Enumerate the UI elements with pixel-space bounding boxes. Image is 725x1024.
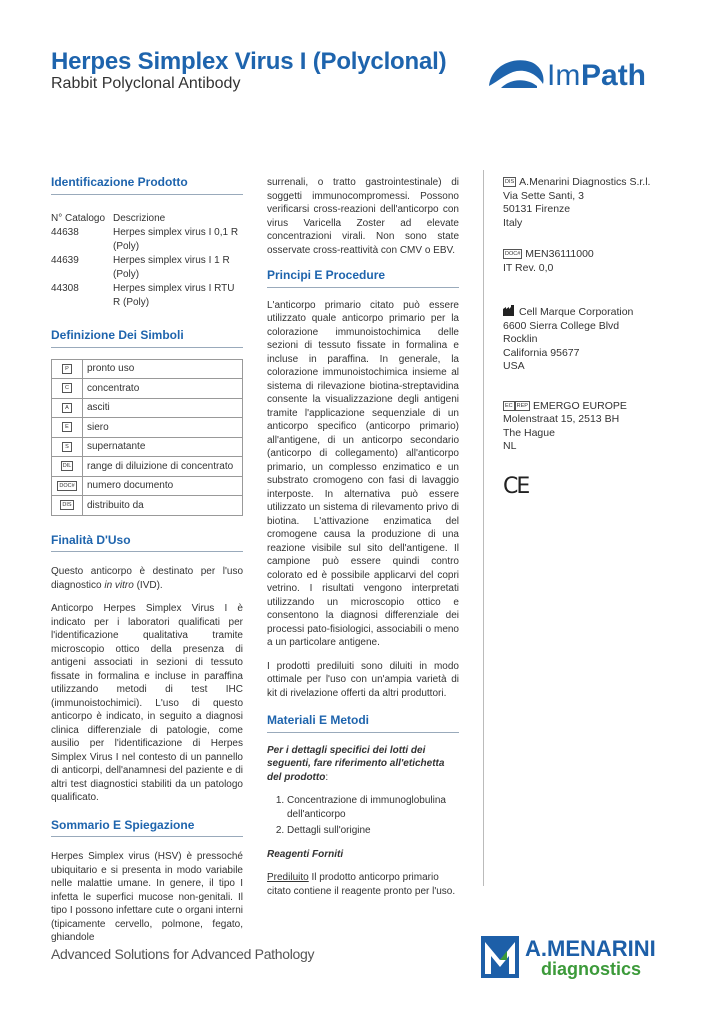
- address-line: Rocklin: [503, 333, 538, 345]
- manufacturer-name: Cell Marque Corporation: [519, 306, 634, 318]
- address-line: California 95677: [503, 346, 580, 359]
- symbol-label: distribuito da: [87, 499, 144, 511]
- manufacturer-icon: [503, 305, 515, 316]
- menarini-logo: [481, 934, 681, 980]
- column-divider: [483, 170, 484, 886]
- catalog-number: 44308: [51, 283, 79, 294]
- catalog-header-row: [51, 212, 243, 226]
- representative-block: [503, 400, 683, 454]
- address-line: Via Sette Santi, 3: [503, 189, 584, 202]
- address-line: 50131 Firenze: [503, 203, 571, 215]
- symbol-label: range di diluizione di concentrato: [87, 460, 234, 472]
- distributor-icon: DIS: [505, 179, 515, 186]
- rep-name: EMERGO EUROPE: [532, 399, 627, 412]
- finalita-paragraph-2: Anticorpo Herpes Simplex Virus I è indicato per i laboratori qualificati per l'identificazione qualitativa tramite microscopio ottico della presenza di antigeni associati in sezioni di tessuto fissate in formalina e incluse in paraffina utilizzando metodi di test IHC (immunoistochimici). L'uso di questo anticorpo è indicato, in seguito a diagnosi clinica differenziale di patologie, come ausilio per l'identificazione di Herpes Simplex Virus I nel contesto di un pannello di anticorpi, dell'anamnesi del paziente e di altri test diagnostici stabiliti da un patologo qualificato.: [51, 603, 243, 803]
- symbol-label: supernatante: [87, 441, 146, 452]
- document-block: [503, 248, 683, 275]
- sommario-paragraph-cont: surrenali, o tratto gastrointestinale) di soggetti immunocompromessi. Possono verificarsi cross-reazioni dell'anticorpo con virus Varicella Zoster ad elevate concentrazioni virali. Non sono state osservate cross-reattività con CMV o EBV.: [267, 177, 459, 256]
- impath-logo: [487, 52, 677, 94]
- address-line: NL: [503, 440, 517, 452]
- catalog-number: 44639: [51, 255, 79, 266]
- brand-line-1: A.MENARINI: [525, 936, 656, 961]
- table-row: [52, 457, 242, 477]
- ec-icon: EC: [505, 402, 513, 409]
- table-row: [52, 496, 242, 515]
- symbol-label: asciti: [87, 402, 110, 413]
- footer-tagline: Advanced Solutions for Advanced Pathology: [51, 946, 315, 962]
- principi-paragraph-1: L'anticorpo primario citato può essere utilizzato quale anticorpo primario per la colorazione immunoistochimica delle sezioni di tessuto fissate in formalina e incluse in paraffina. In generale, la colorazione immunoistochimica insieme al sistema di rilevazione biotina-streptavidina consente la visualizzazione degli antigeni tramite l'applicazione sequenziale di un anticorpo specifico (anticorpo primario) all'antigene, di un anticorpo secondario (anticorpo di collegamento) all'anticorpo primario, un complesso enzimatico e un substrato cromogeno con fasi di lavaggio interposte. In alternativa può essere utilizzato un sistema di rilevamento privo di biotina. L'attivazione enzimatica del cromogene causa la produzione di una reazione visibile sul sito dell'antigene. Il campione può essere quindi contro colorato ed è possibile applicarvi del copri vetrino. I risultati vengono interpretati utilizzando un microscopio ottico e consentono la diagnosi differenziale dei processi pato-fisiologici, associabili o meno a un particolare antigene.: [267, 299, 459, 648]
- prediluito-paragraph: Prediluito Il prodotto anticorpo primario citato contiene il reagente pronto per l'uso.: [267, 872, 456, 897]
- symbol-document-icon: DOC#: [59, 482, 75, 489]
- desc-col-header: Descrizione: [113, 212, 166, 224]
- table-row: [52, 379, 242, 399]
- address-line: The Hague: [503, 426, 555, 439]
- principi-paragraph-2: I prodotti prediluiti sono diluiti in modo ottimale per l'uso con un'ampia varietà di kit di rivelazione offerti da altri produttori.: [267, 660, 459, 699]
- simboli-heading: Definizione Dei Simboli: [51, 329, 243, 348]
- address-line: 6600 Sierra College Blvd: [503, 319, 620, 332]
- catalog-col-header: N° Catalogo: [51, 212, 106, 224]
- document-number: MEN36111000: [525, 248, 594, 260]
- symbol-label: numero documento: [87, 480, 174, 491]
- page-title: Herpes Simplex Virus I (Polyclonal): [51, 48, 447, 75]
- symbol-serum-icon: E: [62, 422, 72, 432]
- column-middle: [267, 176, 459, 908]
- symbol-ascites-icon: A: [62, 403, 72, 413]
- revision: IT Rev. 0,0: [503, 261, 554, 274]
- table-row: [52, 438, 242, 458]
- symbols-table: [51, 359, 243, 516]
- ce-mark-icon: CE: [503, 473, 529, 499]
- distributor-block: [503, 176, 683, 230]
- table-row: [52, 477, 242, 497]
- symbol-ready-icon: P: [62, 364, 72, 374]
- logo-text-path: Path: [581, 59, 647, 92]
- column-left: [51, 176, 243, 955]
- table-row: [51, 282, 243, 309]
- symbol-dilution-icon: DIL: [62, 463, 72, 470]
- distributor-name: A.Menarini Diagnostics S.r.l.: [519, 176, 651, 188]
- column-right: [503, 176, 683, 499]
- list-item: 1. Concentrazione di immunoglobulina dell'anticorpo: [287, 794, 459, 821]
- rep-icon: REP: [516, 402, 528, 409]
- materiali-list: [267, 794, 459, 838]
- symbol-label: siero: [87, 421, 109, 433]
- catalog-desc: Herpes simplex virus I RTU R (Poly): [113, 283, 235, 308]
- symbol-concentrate-icon: C: [62, 383, 72, 393]
- address-line: Molenstraat 15, 2513 BH: [503, 413, 620, 425]
- identificazione-heading: Identificazione Prodotto: [51, 176, 243, 195]
- reagenti-heading: Reagenti Forniti: [267, 848, 344, 860]
- manufacturer-block: [503, 305, 683, 374]
- materiali-intro: Per i dettagli specifici dei lotti dei seguenti, fare riferimento all'etichetta del prodotto:: [267, 744, 445, 783]
- finalita-paragraph-1: Questo anticorpo è destinato per l'uso diagnostico in vitro (IVD).: [51, 566, 243, 591]
- logo-text-im: Im: [547, 59, 581, 92]
- principi-heading: Principi E Procedure: [267, 269, 459, 288]
- symbol-label: concentrato: [87, 382, 140, 394]
- sommario-heading: Sommario E Spiegazione: [51, 819, 243, 838]
- table-row: [51, 226, 243, 253]
- page-subtitle: Rabbit Polyclonal Antibody: [51, 75, 241, 92]
- materiali-heading: Materiali E Metodi: [267, 714, 459, 733]
- catalog-desc: Herpes simplex virus I 0,1 R (Poly): [113, 227, 239, 252]
- symbol-supernatant-icon: S: [62, 442, 72, 452]
- brand-line-2: diagnostics: [541, 959, 642, 979]
- table-row: [51, 254, 243, 281]
- table-row: [52, 360, 242, 380]
- finalita-heading: Finalità D'Uso: [51, 534, 243, 553]
- catalog-desc: Herpes simplex virus I 1 R (Poly): [113, 255, 230, 280]
- catalog-number: 44638: [51, 227, 79, 238]
- table-row: [52, 399, 242, 419]
- list-item: 2. Dettagli sull'origine: [287, 824, 459, 838]
- symbol-distributed-icon: DIS: [62, 502, 72, 509]
- symbol-label: pronto uso: [87, 363, 135, 374]
- document-number-icon: DOC#: [505, 251, 521, 258]
- table-row: [52, 418, 242, 438]
- address-line: USA: [503, 360, 525, 372]
- sommario-paragraph-1: Herpes Simplex virus (HSV) è pressoché ubiquitario e si presenta in modo variabile nelle malattie umane. In genere, il tipo I infetta le superfici mucose non-genitali. Il tipo I possono infettare cute o organi interni (tipicamente cervello, polmone, fegato, ghiandole: [51, 851, 243, 943]
- address-line: Italy: [503, 216, 523, 229]
